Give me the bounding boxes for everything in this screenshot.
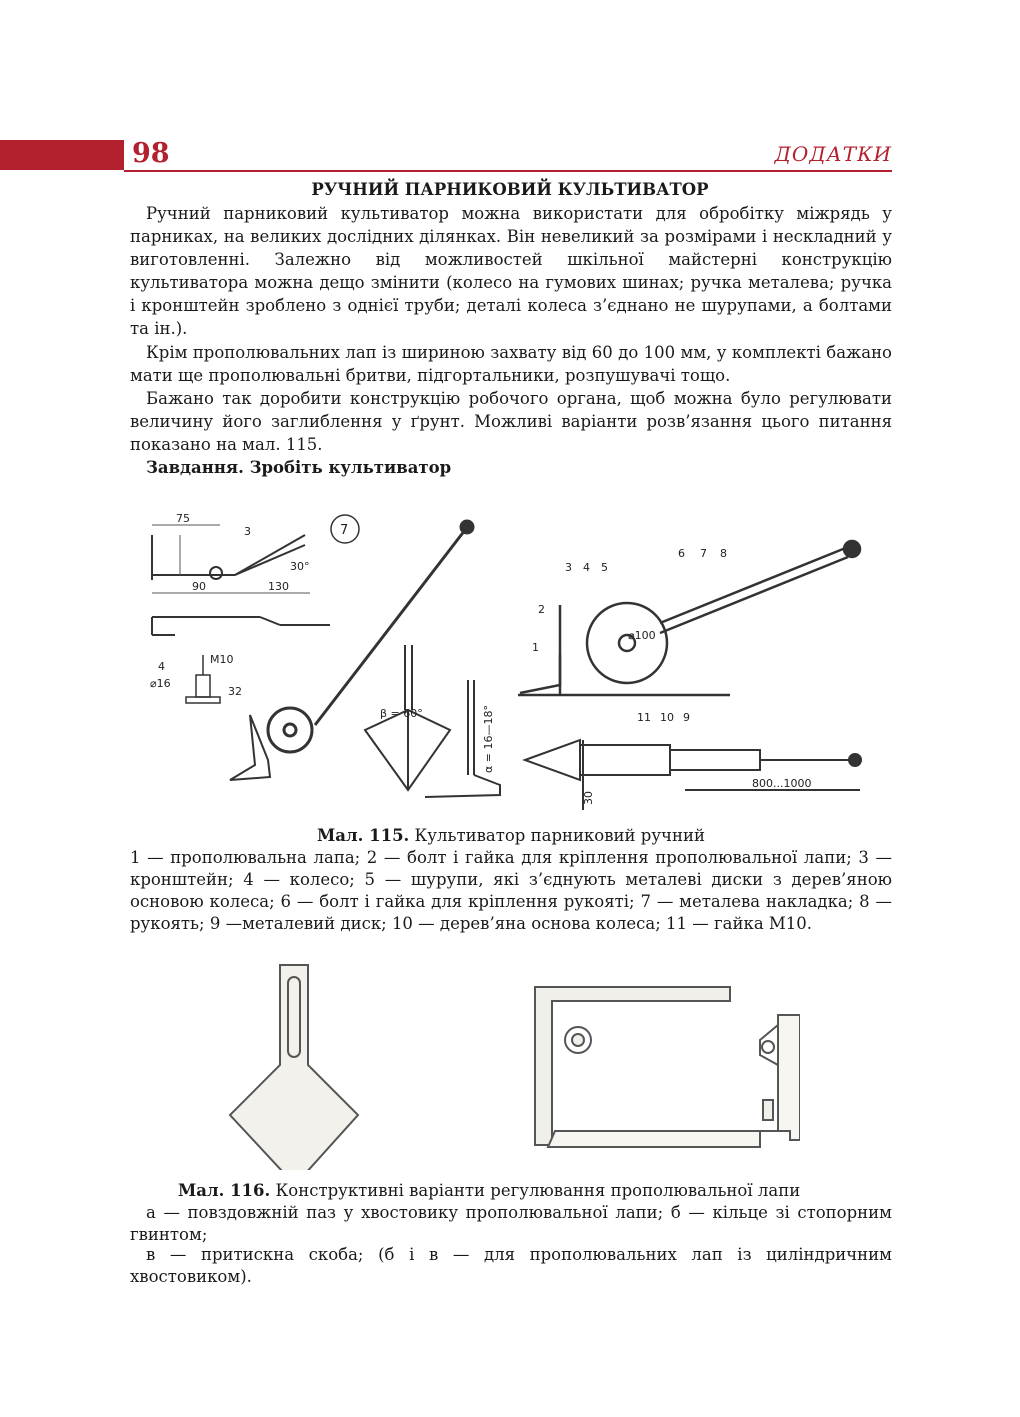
label-length: 800...1000 xyxy=(752,777,812,790)
label-n9: 9 xyxy=(683,711,690,724)
figure-115-caption xyxy=(130,825,892,847)
label-d130: 130 xyxy=(268,580,289,593)
label-n7: 7 xyxy=(700,547,707,560)
paragraph-2: Крім прополювальних лап із шириною захвату від 60 до 100 мм, у комплекті бажано мати ще прополювальні бритви, підгортальники, розпушувачі тощо. xyxy=(130,343,892,385)
label-a30: 30° xyxy=(290,560,310,573)
page-number: 98 xyxy=(132,138,170,169)
figure-116-line-1: а — повздовжній паз у хвостовику прополювальної лапи; б — кільце зі стопорним гвинтом; xyxy=(130,1203,892,1244)
label-circle-num: 7 xyxy=(340,523,349,538)
figure-116-caption xyxy=(130,1180,892,1202)
paragraph-3: Бажано так доробити конструкцію робочого органа, щоб можна було регулювати величину його заглиблення у ґрунт. Можливі варіанти розв’язання цього питання показано на мал. 115. xyxy=(130,389,892,454)
label-n10: 10 xyxy=(660,711,674,724)
paragraph-1: Ручний парниковий культиватор можна використати для обробітку міжрядь у парниках, на великих дослідних ділянках. Він невеликий за розмірами і нескладний у виготовленні. Залежно від можливостей шкільної майстерні конструкцію культиватора можна дещо змінити (колесо на гумових шинах; ручка металева; ручка і кронштейн зроблено з однієї труби; деталі колеса з’єднано не шурупами, а болтами та ін.). xyxy=(130,204,892,338)
label-beta: β = 60° xyxy=(380,707,423,720)
figure-115-legend: 1 — прополювальна лапа; 2 — болт і гайка для кріплення прополювальної лапи; 3 — кронштейн; 4 — колесо; 5 — шурупи, які з’єднують металеві диски з дерев’яною основою колеса; 6 — болт і гайка для кріплення рукояті; 7 — металева накладка; 8 — рукоять; 9 —металевий диск; 10 — дерев’яна основа колеса; 11 — гайка М10. xyxy=(130,848,892,933)
label-n2: 2 xyxy=(538,603,545,616)
label-n6: 6 xyxy=(678,547,685,560)
figure-116a-slotted-sweep xyxy=(230,965,358,1170)
label-n1: 1 xyxy=(532,641,539,654)
figure-115-caption-label: Мал. 115. xyxy=(317,826,410,845)
label-n4: 4 xyxy=(583,561,590,574)
section-title: ДОДАТКИ xyxy=(774,142,892,166)
label-d32: 32 xyxy=(228,685,242,698)
label-n5: 5 xyxy=(601,561,608,574)
figure-116-caption-label: Мал. 116. xyxy=(178,1181,271,1200)
label-n8: 8 xyxy=(720,547,727,560)
figure-116v-clamp xyxy=(535,987,800,1147)
label-d90: 90 xyxy=(192,580,206,593)
cultivator-top-view xyxy=(525,740,861,810)
label-d16: ⌀16 xyxy=(150,677,171,690)
label-d30: 30 xyxy=(582,791,595,805)
figure-116-drawing xyxy=(200,955,800,1170)
figure-116-caption-text: Конструктивні варіанти регулювання прополювальної лапи xyxy=(270,1181,801,1200)
header-rule xyxy=(124,170,892,172)
cultivator-side-view xyxy=(230,521,473,780)
figure-116-line-2: в — притискна скоба; (б і в — для прополювальних лап із циліндричним хвостовиком). xyxy=(130,1245,892,1286)
label-n11: 11 xyxy=(637,711,651,724)
figure-115-caption-text: Культиватор парниковий ручний xyxy=(409,826,705,845)
label-d100: ⌀100 xyxy=(628,629,656,642)
label-d75: 75 xyxy=(176,512,190,525)
label-n3: 3 xyxy=(565,561,572,574)
task-label: Завдання. Зробіть культиватор xyxy=(146,458,452,477)
label-p3: 3 xyxy=(244,525,251,538)
article-title: РУЧНИЙ ПАРНИКОВИЙ КУЛЬТИВАТОР xyxy=(311,180,709,199)
label-m10: М10 xyxy=(210,653,234,666)
header-red-bar xyxy=(0,140,124,170)
label-alpha: α = 16—18° xyxy=(482,705,495,773)
bracket-drawing xyxy=(152,535,330,635)
figure-115-drawing xyxy=(140,505,880,820)
label-p4: 4 xyxy=(158,660,165,673)
